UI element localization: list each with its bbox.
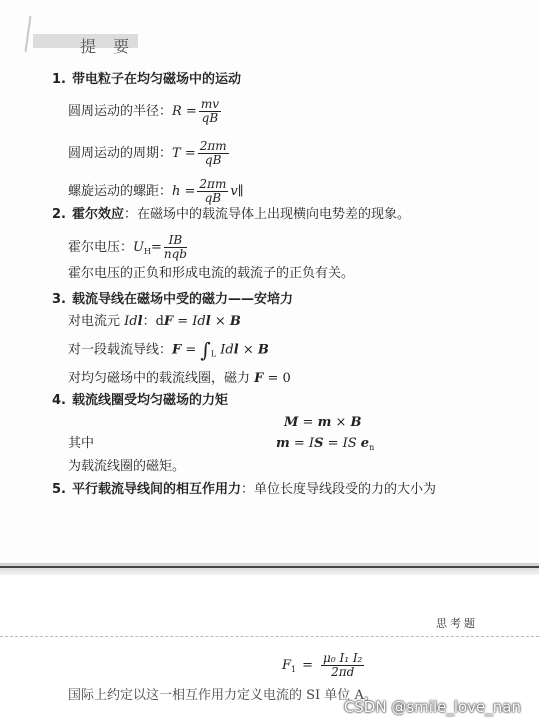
- numerator: 2πm: [199, 139, 227, 153]
- vector-s: S: [314, 436, 324, 451]
- fraction: [198, 140, 229, 167]
- section-number: 1.: [52, 72, 66, 87]
- formula-lhs: U: [133, 240, 144, 255]
- section-title: 载流导线在磁场中受的磁力——安培力: [72, 292, 294, 307]
- numerator: μ₀ I₁ I₂: [323, 651, 363, 665]
- section-number: 3.: [52, 292, 66, 307]
- fraction: [197, 178, 228, 205]
- fraction: [199, 98, 221, 125]
- formula-uniform-loop: [68, 371, 291, 387]
- numerator: IB: [164, 234, 187, 248]
- equals: =: [150, 240, 162, 255]
- denominator: qB: [204, 153, 222, 167]
- page-divider: [0, 566, 539, 568]
- subscript: n: [369, 443, 375, 452]
- watermark: CSDN @smile_love_nan: [343, 698, 521, 716]
- section-title: 平行载流导线间的相互作用力: [72, 482, 242, 497]
- formula-wire-segment: [68, 338, 269, 363]
- section-number: 5.: [52, 482, 66, 497]
- formula-term: Id: [124, 314, 138, 329]
- formula-period: [68, 140, 231, 167]
- where-label: 其中: [68, 436, 95, 451]
- section-4-heading: [52, 393, 228, 409]
- formula-tail: v∥: [230, 184, 244, 199]
- formula-label: 对均匀磁场中的载流线圈，磁力: [68, 371, 255, 386]
- formula-term: Id: [216, 342, 234, 358]
- numerator: 2πm: [199, 177, 227, 191]
- subscript: H: [143, 247, 151, 256]
- vector-f: F: [254, 371, 264, 386]
- section-title: 霍尔效应: [72, 207, 125, 222]
- section-title: 载流线圈受均匀磁场的力矩: [72, 393, 229, 408]
- si-unit-text: 国际上约定以这一相互作用力定义电流的 SI 单位 A。: [68, 688, 377, 703]
- section-1-heading: [52, 72, 241, 88]
- unit-vector-e: e: [360, 436, 370, 451]
- formula-radius: [68, 98, 223, 125]
- vector-l: l: [137, 314, 143, 329]
- cross-product: ×: [238, 342, 258, 358]
- denominator: 2πd: [331, 665, 355, 679]
- cross-product: ×: [210, 314, 230, 329]
- denominator: qB: [204, 191, 222, 205]
- fraction: [321, 652, 364, 679]
- formula-term: = Id: [173, 314, 206, 329]
- formula-lhs: T =: [172, 146, 196, 161]
- equals: = 0: [263, 371, 291, 386]
- formula-magnetic-moment: [276, 436, 374, 456]
- subscript: 1: [291, 665, 297, 674]
- formula-term: ：d: [142, 314, 164, 329]
- vector-f: F: [172, 342, 182, 358]
- formula-term: = I: [289, 436, 315, 451]
- formula-lhs: F: [282, 658, 292, 673]
- section-3-heading: [52, 292, 293, 308]
- section-5-heading: [52, 482, 436, 498]
- section-number: 4.: [52, 393, 66, 408]
- formula-label: 圆周运动的半径：: [68, 104, 173, 119]
- cross-product: ×: [331, 415, 351, 430]
- formula-current-element: [68, 314, 241, 330]
- summary-title: 提 要: [80, 37, 136, 56]
- vector-f: F: [163, 314, 174, 329]
- page-gap-shadow: [0, 563, 539, 575]
- fraction: [164, 234, 187, 261]
- vector-b: B: [229, 314, 241, 329]
- equals: =: [181, 342, 201, 358]
- vector-m-moment: m: [276, 436, 290, 451]
- dashed-separator: [0, 636, 539, 637]
- subscript: L: [210, 349, 217, 359]
- vector-l: l: [205, 314, 211, 329]
- formula-label: 对一段载流导线：: [68, 342, 173, 358]
- formula-hall-voltage: [68, 234, 189, 261]
- section-2-heading: [52, 207, 410, 223]
- vector-m-torque: M: [284, 415, 299, 430]
- section-title: 带电粒子在均匀磁场中的运动: [72, 72, 242, 87]
- thinking-questions-label: 思考题: [436, 617, 478, 630]
- vector-l: l: [233, 342, 239, 358]
- equals: =: [302, 658, 314, 673]
- vector-m-moment: m: [317, 415, 332, 430]
- formula-label: 对电流元: [68, 314, 125, 329]
- section-description: ：单位长度导线段受的力的大小为: [241, 482, 437, 497]
- formula-lhs: R =: [172, 104, 197, 119]
- formula-label: 螺旋运动的螺距：: [68, 184, 173, 199]
- hall-note: 霍尔电压的正负和形成电流的载流子的正负有关。: [68, 266, 355, 281]
- section-description: ：在磁场中的载流导体上出现横向电势差的现象。: [124, 207, 411, 222]
- equals: =: [298, 415, 318, 430]
- formula-parallel-force: [282, 652, 366, 679]
- formula-label: 霍尔电压：: [68, 240, 134, 255]
- formula-pitch: [68, 178, 244, 205]
- formula-term: = IS: [323, 436, 361, 451]
- integral-sign: ∫: [200, 338, 211, 362]
- vector-b: B: [350, 415, 362, 430]
- numerator: mv: [200, 97, 220, 111]
- vector-b: B: [257, 342, 269, 358]
- formula-label: 圆周运动的周期：: [68, 146, 173, 161]
- denominator: nqb: [163, 247, 187, 261]
- formula-lhs: h =: [172, 184, 196, 199]
- formula-torque: [284, 415, 362, 431]
- section-number: 2.: [52, 207, 66, 222]
- denominator: qB: [201, 111, 219, 125]
- moment-note: 为载流线圈的磁矩。: [68, 459, 186, 474]
